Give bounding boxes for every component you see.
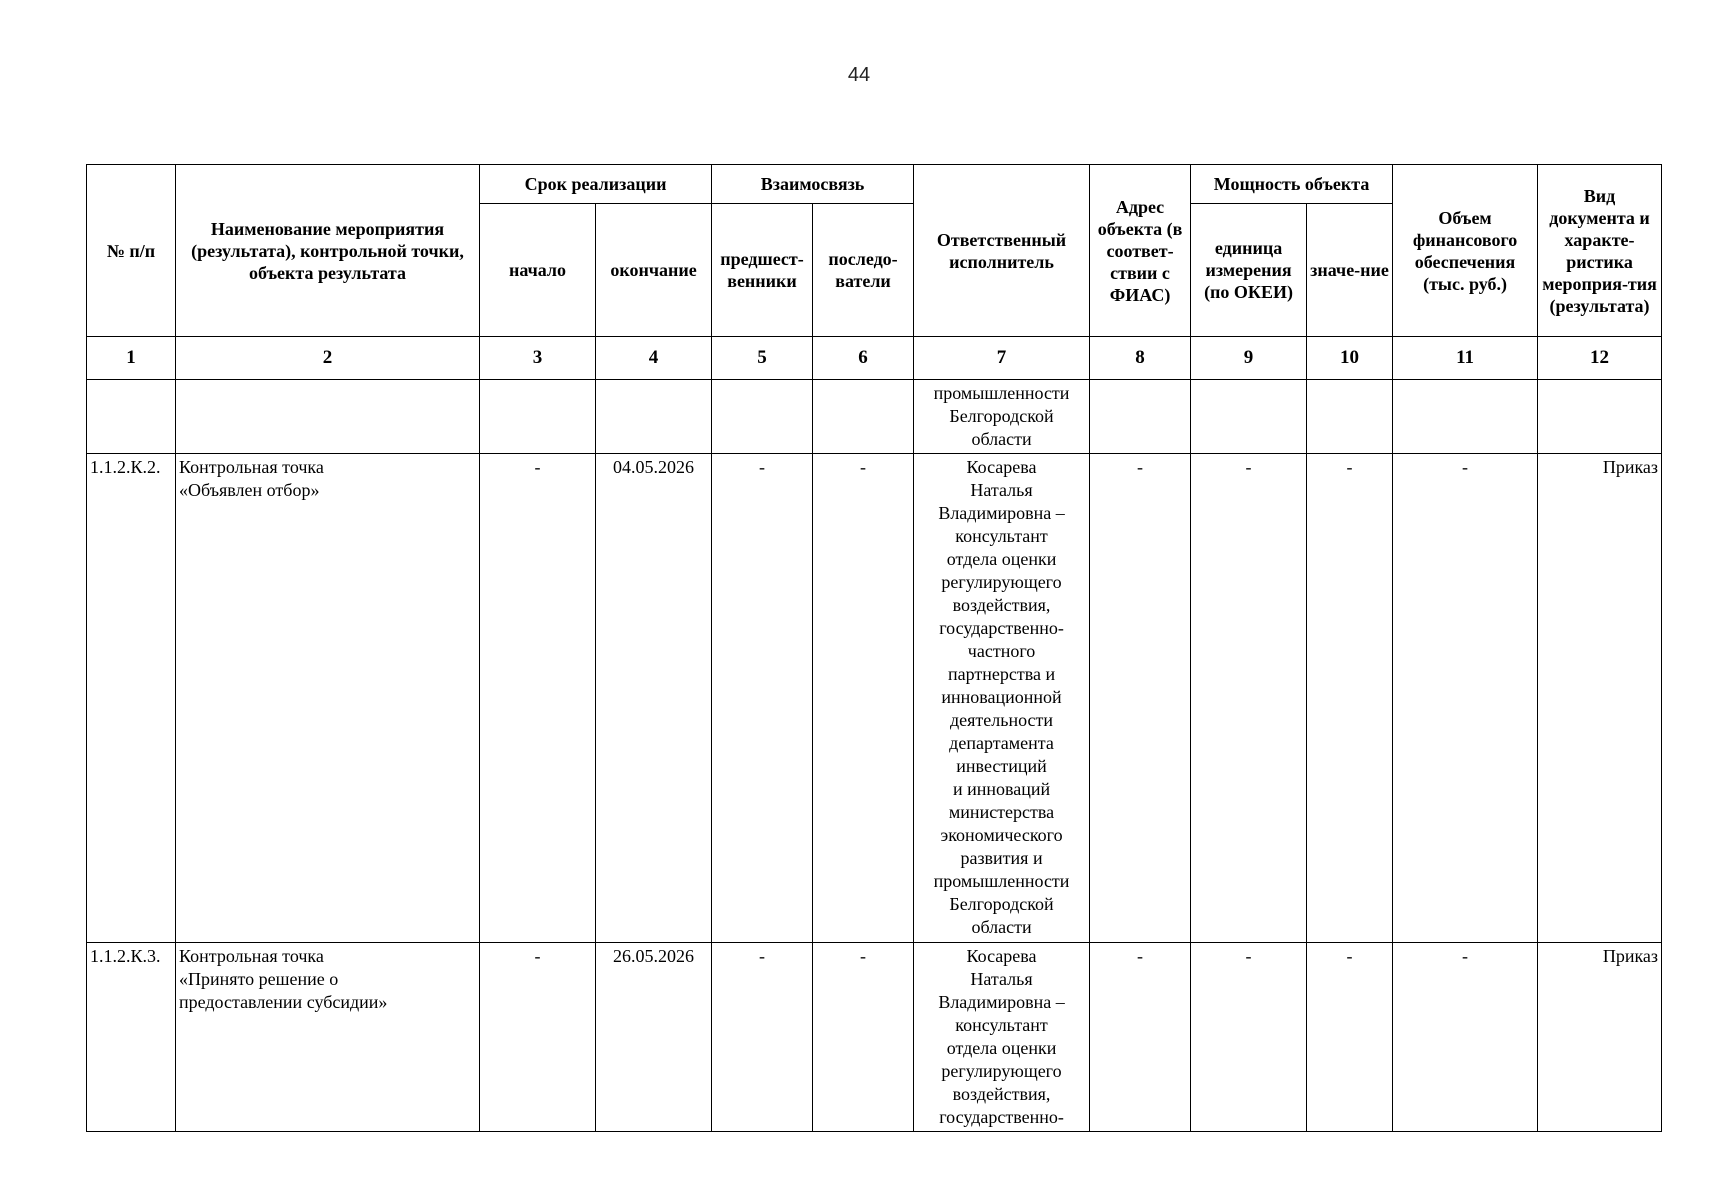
header-column-numbers [87, 337, 1662, 380]
responsible-line: инновационной [941, 687, 1062, 707]
header-doc: Вид документа и характе-ристика мероприя-тия (результата) [1538, 165, 1662, 337]
responsible-line: отдела оценки [946, 1038, 1057, 1058]
column-number: 5 [712, 337, 813, 380]
row-start [480, 380, 596, 454]
header-term-group: Срок реализации [480, 165, 712, 204]
name-line: «Объявлен отбор» [179, 480, 320, 500]
row-successors [813, 380, 914, 454]
header-value: значе-ние [1307, 204, 1393, 337]
row-document [1538, 380, 1662, 454]
name-line: предоставлении субсидии» [179, 992, 388, 1012]
responsible-line: инвестиций [956, 756, 1047, 776]
table-row [87, 454, 1662, 943]
column-number: 8 [1090, 337, 1191, 380]
row-successors: - [813, 943, 914, 1132]
responsible-line: и инноваций [952, 779, 1051, 799]
header-predecessors: предшест-венники [712, 204, 813, 337]
responsible-line: воздействия, [952, 595, 1051, 615]
header-finance: Объем финансового обеспечения (тыс. руб.) [1393, 165, 1538, 337]
responsible-line: Белгородской [949, 894, 1054, 914]
responsible-line: Наталья [970, 480, 1033, 500]
header-unit: единица измерения (по ОКЕИ) [1191, 204, 1307, 337]
responsible-line: развития и [960, 848, 1043, 868]
responsible-line: деятельности [950, 710, 1054, 730]
row-predecessors: - [712, 943, 813, 1132]
column-number: 6 [813, 337, 914, 380]
row-finance: - [1393, 943, 1538, 1132]
row-name [176, 943, 480, 1132]
column-number: 12 [1538, 337, 1662, 380]
responsible-line: консультант [955, 1015, 1048, 1035]
row-responsible [914, 380, 1090, 454]
row-unit [1191, 380, 1307, 454]
responsible-line: государственно- [939, 1107, 1064, 1127]
row-successors: - [813, 454, 914, 943]
row-predecessors: - [712, 454, 813, 943]
page-number: 44 [847, 64, 871, 86]
row-address: - [1090, 943, 1191, 1132]
responsible-line: промышленности [933, 383, 1070, 403]
header-num: № п/п [87, 165, 176, 337]
header-end: окончание [596, 204, 712, 337]
header-link-group: Взаимосвязь [712, 165, 914, 204]
row-unit: - [1191, 943, 1307, 1132]
responsible-line: министерства [948, 802, 1055, 822]
row-address: - [1090, 454, 1191, 943]
row-document: Приказ [1538, 454, 1662, 943]
header-name: Наименование мероприятия (результата), контрольной точки, объекта результата [176, 165, 480, 337]
name-line: Контрольная точка [179, 946, 324, 966]
responsible-line: регулирующего [941, 572, 1062, 592]
row-value: - [1307, 943, 1393, 1132]
row-name [176, 454, 480, 943]
header-capacity-group: Мощность объекта [1191, 165, 1393, 204]
row-end [596, 380, 712, 454]
row-end: 04.05.2026 [596, 454, 712, 943]
row-start: - [480, 454, 596, 943]
responsible-line: частного [967, 641, 1036, 661]
responsible-line: экономического [940, 825, 1063, 845]
row-finance: - [1393, 454, 1538, 943]
row-end: 26.05.2026 [596, 943, 712, 1132]
responsible-line: Наталья [970, 969, 1033, 989]
responsible-line: департамента [949, 733, 1054, 753]
header-successors: последо-ватели [813, 204, 914, 337]
row-document: Приказ [1538, 943, 1662, 1132]
name-line: «Принято решение о [179, 969, 339, 989]
table-row [87, 380, 1662, 454]
header-address: Адрес объекта (в соответ-ствии с ФИАС) [1090, 165, 1191, 337]
header-responsible: Ответственный исполнитель [914, 165, 1090, 337]
row-responsible [914, 454, 1090, 943]
row-value: - [1307, 454, 1393, 943]
responsible-line: регулирующего [941, 1061, 1062, 1081]
responsible-line: воздействия, [952, 1084, 1051, 1104]
responsible-line: области [971, 429, 1032, 449]
row-number: 1.1.2.К.3. [87, 943, 176, 1132]
row-predecessors [712, 380, 813, 454]
name-line: Контрольная точка [179, 457, 324, 477]
column-number: 11 [1393, 337, 1538, 380]
column-number: 9 [1191, 337, 1307, 380]
row-name [176, 380, 480, 454]
responsible-line: государственно- [939, 618, 1064, 638]
row-address [1090, 380, 1191, 454]
responsible-line: партнерства и [947, 664, 1056, 684]
responsible-line: Белгородской [949, 406, 1054, 426]
responsible-line: Косарева [966, 946, 1037, 966]
responsible-line: консультант [955, 526, 1048, 546]
table-row [87, 943, 1662, 1132]
row-number: 1.1.2.К.2. [87, 454, 176, 943]
header-start: начало [480, 204, 596, 337]
row-value [1307, 380, 1393, 454]
row-start: - [480, 943, 596, 1132]
responsible-line: области [971, 917, 1032, 937]
row-finance [1393, 380, 1538, 454]
column-number: 4 [596, 337, 712, 380]
column-number: 3 [480, 337, 596, 380]
responsible-line: Владимировна – [938, 992, 1065, 1012]
responsible-line: отдела оценки [946, 549, 1057, 569]
column-number: 10 [1307, 337, 1393, 380]
column-number: 1 [87, 337, 176, 380]
column-number: 2 [176, 337, 480, 380]
row-unit: - [1191, 454, 1307, 943]
responsible-line: промышленности [933, 871, 1070, 891]
row-responsible [914, 943, 1090, 1132]
responsible-line: Косарева [966, 457, 1037, 477]
responsible-line: Владимировна – [938, 503, 1065, 523]
row-number [87, 380, 176, 454]
plan-table [86, 164, 1662, 1132]
column-number: 7 [914, 337, 1090, 380]
header-row-top [87, 165, 1662, 204]
